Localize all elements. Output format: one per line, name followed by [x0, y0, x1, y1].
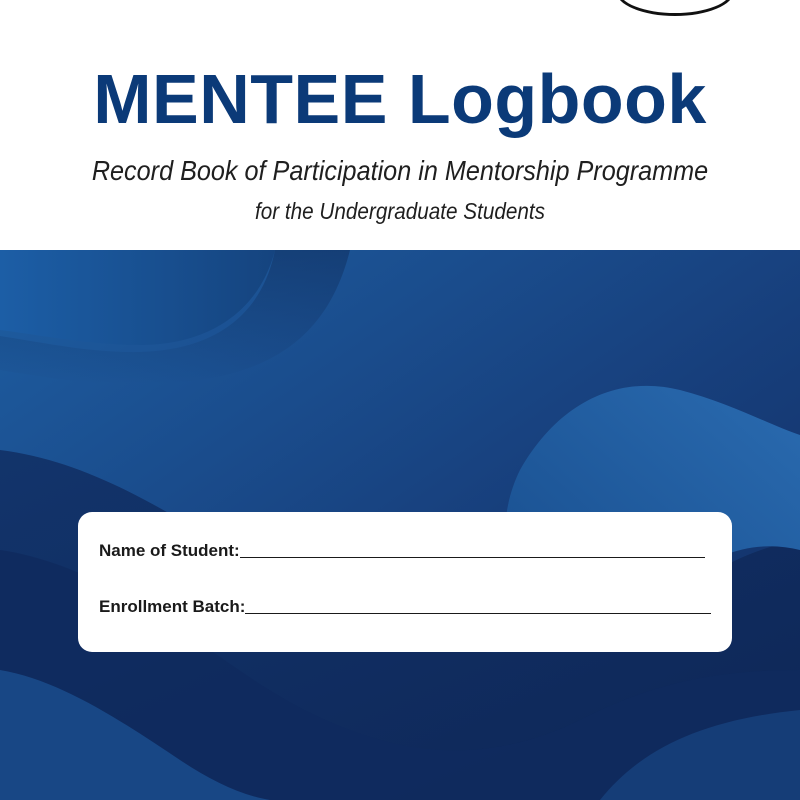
enrollment-batch-line[interactable] [245, 612, 711, 614]
enrollment-batch-label: Enrollment Batch: [99, 597, 246, 616]
student-name-field[interactable] [99, 539, 705, 561]
cover-subtitle-line-1: Record Book of Participation in Mentorship Programme [91, 155, 709, 186]
cover-header [0, 0, 800, 250]
enrollment-batch-field[interactable] [99, 595, 711, 617]
student-info-card [78, 512, 732, 652]
student-name-label: Name of Student: [99, 541, 240, 560]
cover-title: MENTEE Logbook [93, 60, 707, 138]
cover-subtitle-line-2: for the Undergraduate Students [255, 198, 545, 224]
student-name-line[interactable] [240, 556, 705, 558]
